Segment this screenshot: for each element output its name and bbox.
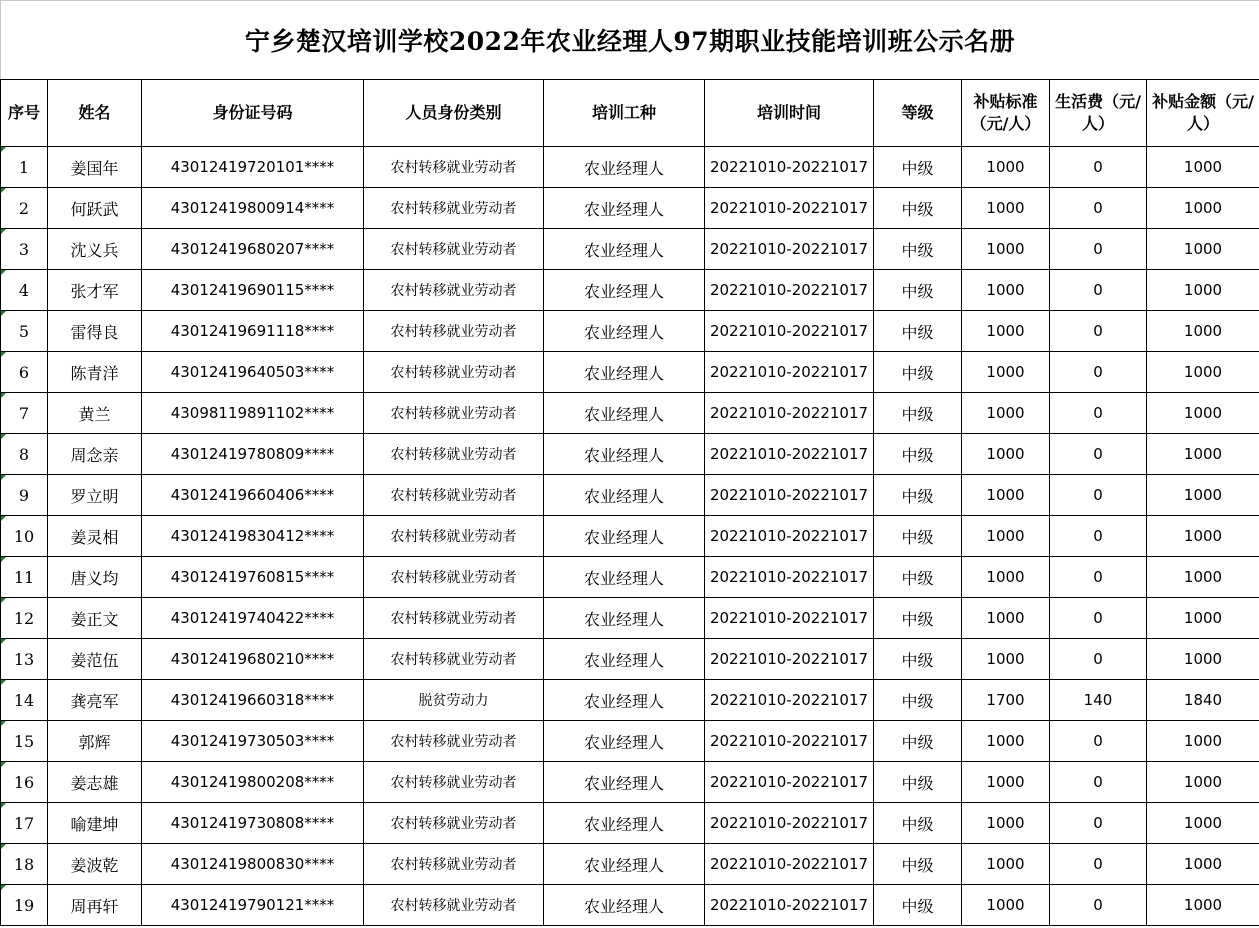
cell-level: 中级 (874, 680, 962, 721)
cell-subsidy-total: 1000 (1147, 393, 1259, 434)
table-row (1, 229, 1259, 270)
cell-idno: 43012419680207**** (142, 229, 364, 270)
cell-level: 中级 (874, 352, 962, 393)
cell-period: 20221010-20221017 (705, 270, 874, 311)
cell-category: 农村转移就业劳动者 (364, 393, 544, 434)
cell-subsidy-total: 1000 (1147, 598, 1259, 639)
cell-period: 20221010-20221017 (705, 762, 874, 803)
cell-living-allowance: 0 (1050, 311, 1147, 352)
cell-category: 农村转移就业劳动者 (364, 475, 544, 516)
cell-category: 农村转移就业劳动者 (364, 762, 544, 803)
cell-category: 农村转移就业劳动者 (364, 147, 544, 188)
cell-period: 20221010-20221017 (705, 844, 874, 885)
cell-name: 喻建坤 (48, 803, 142, 844)
cell-name: 姜灵相 (48, 516, 142, 557)
cell-level: 中级 (874, 229, 962, 270)
cell-living-allowance: 0 (1050, 557, 1147, 598)
cell-seq: 6 (1, 352, 48, 393)
cell-subsidy-total: 1000 (1147, 639, 1259, 680)
cell-trade: 农业经理人 (544, 803, 705, 844)
cell-seq: 17 (1, 803, 48, 844)
cell-name: 龚亮军 (48, 680, 142, 721)
cell-subsidy-total: 1000 (1147, 885, 1259, 926)
cell-trade: 农业经理人 (544, 229, 705, 270)
table-row (1, 147, 1259, 188)
cell-period: 20221010-20221017 (705, 680, 874, 721)
cell-period: 20221010-20221017 (705, 434, 874, 475)
cell-living-allowance: 0 (1050, 352, 1147, 393)
cell-seq: 9 (1, 475, 48, 516)
cell-level: 中级 (874, 885, 962, 926)
table-row (1, 721, 1259, 762)
cell-living-allowance: 0 (1050, 393, 1147, 434)
header-idno: 身份证号码 (142, 80, 364, 147)
header-subsidy-total: 补贴金额（元/人） (1147, 80, 1259, 147)
cell-subsidy-standard: 1000 (962, 475, 1050, 516)
cell-trade: 农业经理人 (544, 270, 705, 311)
cell-subsidy-standard: 1000 (962, 721, 1050, 762)
cell-period: 20221010-20221017 (705, 229, 874, 270)
cell-living-allowance: 0 (1050, 516, 1147, 557)
cell-idno: 43098119891102**** (142, 393, 364, 434)
cell-level: 中级 (874, 803, 962, 844)
cell-idno: 43012419780809**** (142, 434, 364, 475)
table-row (1, 516, 1259, 557)
cell-trade: 农业经理人 (544, 721, 705, 762)
header-level: 等级 (874, 80, 962, 147)
cell-period: 20221010-20221017 (705, 598, 874, 639)
page-title: 宁乡楚汉培训学校2022年农业经理人97期职业技能培训班公示名册 (0, 0, 1259, 79)
cell-period: 20221010-20221017 (705, 352, 874, 393)
cell-name: 何跃武 (48, 188, 142, 229)
cell-living-allowance: 0 (1050, 762, 1147, 803)
cell-period: 20221010-20221017 (705, 557, 874, 598)
table-row (1, 680, 1259, 721)
cell-subsidy-total: 1000 (1147, 803, 1259, 844)
cell-period: 20221010-20221017 (705, 885, 874, 926)
cell-idno: 43012419690115**** (142, 270, 364, 311)
cell-idno: 43012419790121**** (142, 885, 364, 926)
table-row (1, 188, 1259, 229)
cell-subsidy-standard: 1000 (962, 352, 1050, 393)
cell-seq: 1 (1, 147, 48, 188)
cell-category: 农村转移就业劳动者 (364, 598, 544, 639)
header-row (1, 80, 1259, 147)
cell-period: 20221010-20221017 (705, 803, 874, 844)
cell-subsidy-standard: 1700 (962, 680, 1050, 721)
cell-idno: 43012419760815**** (142, 557, 364, 598)
cell-trade: 农业经理人 (544, 762, 705, 803)
header-subsidy-standard: 补贴标准（元/人） (962, 80, 1050, 147)
table-row (1, 598, 1259, 639)
table-row (1, 475, 1259, 516)
header-seq: 序号 (1, 80, 48, 147)
cell-category: 农村转移就业劳动者 (364, 434, 544, 475)
cell-name: 罗立明 (48, 475, 142, 516)
cell-level: 中级 (874, 557, 962, 598)
cell-subsidy-total: 1000 (1147, 147, 1259, 188)
table-row (1, 762, 1259, 803)
cell-seq: 16 (1, 762, 48, 803)
cell-period: 20221010-20221017 (705, 639, 874, 680)
cell-subsidy-standard: 1000 (962, 516, 1050, 557)
cell-name: 姜波乾 (48, 844, 142, 885)
cell-living-allowance: 0 (1050, 598, 1147, 639)
cell-level: 中级 (874, 311, 962, 352)
cell-living-allowance: 0 (1050, 270, 1147, 311)
table-row (1, 844, 1259, 885)
cell-category: 农村转移就业劳动者 (364, 352, 544, 393)
cell-category: 农村转移就业劳动者 (364, 557, 544, 598)
cell-idno: 43012419720101**** (142, 147, 364, 188)
cell-living-allowance: 0 (1050, 639, 1147, 680)
cell-idno: 43012419660406**** (142, 475, 364, 516)
cell-level: 中级 (874, 147, 962, 188)
cell-category: 农村转移就业劳动者 (364, 803, 544, 844)
cell-name: 姜正文 (48, 598, 142, 639)
cell-category: 农村转移就业劳动者 (364, 844, 544, 885)
cell-name: 姜志雄 (48, 762, 142, 803)
cell-living-allowance: 0 (1050, 434, 1147, 475)
roster-table (0, 79, 1259, 926)
cell-idno: 43012419660318**** (142, 680, 364, 721)
cell-idno: 43012419830412**** (142, 516, 364, 557)
cell-trade: 农业经理人 (544, 147, 705, 188)
table-row (1, 557, 1259, 598)
cell-living-allowance: 0 (1050, 188, 1147, 229)
cell-seq: 19 (1, 885, 48, 926)
cell-trade: 农业经理人 (544, 311, 705, 352)
cell-level: 中级 (874, 721, 962, 762)
cell-living-allowance: 140 (1050, 680, 1147, 721)
cell-seq: 8 (1, 434, 48, 475)
cell-trade: 农业经理人 (544, 844, 705, 885)
cell-subsidy-standard: 1000 (962, 147, 1050, 188)
table-row (1, 393, 1259, 434)
cell-idno: 43012419800208**** (142, 762, 364, 803)
cell-subsidy-standard: 1000 (962, 598, 1050, 639)
cell-subsidy-total: 1000 (1147, 516, 1259, 557)
cell-living-allowance: 0 (1050, 803, 1147, 844)
cell-subsidy-standard: 1000 (962, 885, 1050, 926)
cell-name: 姜范伍 (48, 639, 142, 680)
cell-period: 20221010-20221017 (705, 721, 874, 762)
cell-subsidy-total: 1000 (1147, 434, 1259, 475)
cell-subsidy-total: 1000 (1147, 188, 1259, 229)
cell-category: 农村转移就业劳动者 (364, 311, 544, 352)
cell-name: 周再轩 (48, 885, 142, 926)
cell-subsidy-standard: 1000 (962, 844, 1050, 885)
cell-name: 姜国年 (48, 147, 142, 188)
cell-trade: 农业经理人 (544, 557, 705, 598)
cell-name: 陈青洋 (48, 352, 142, 393)
cell-trade: 农业经理人 (544, 475, 705, 516)
cell-level: 中级 (874, 188, 962, 229)
cell-trade: 农业经理人 (544, 434, 705, 475)
cell-idno: 43012419691118**** (142, 311, 364, 352)
table-row (1, 270, 1259, 311)
cell-idno: 43012419800914**** (142, 188, 364, 229)
cell-name: 郭辉 (48, 721, 142, 762)
cell-level: 中级 (874, 270, 962, 311)
cell-period: 20221010-20221017 (705, 516, 874, 557)
cell-category: 农村转移就业劳动者 (364, 270, 544, 311)
cell-category: 农村转移就业劳动者 (364, 721, 544, 762)
cell-seq: 12 (1, 598, 48, 639)
table-row (1, 434, 1259, 475)
cell-category: 农村转移就业劳动者 (364, 516, 544, 557)
cell-period: 20221010-20221017 (705, 393, 874, 434)
cell-subsidy-total: 1840 (1147, 680, 1259, 721)
cell-living-allowance: 0 (1050, 229, 1147, 270)
cell-name: 雷得良 (48, 311, 142, 352)
cell-subsidy-total: 1000 (1147, 352, 1259, 393)
cell-subsidy-standard: 1000 (962, 557, 1050, 598)
cell-living-allowance: 0 (1050, 885, 1147, 926)
cell-trade: 农业经理人 (544, 598, 705, 639)
cell-level: 中级 (874, 639, 962, 680)
cell-subsidy-standard: 1000 (962, 434, 1050, 475)
header-category: 人员身份类别 (364, 80, 544, 147)
cell-idno: 43012419730503**** (142, 721, 364, 762)
cell-level: 中级 (874, 475, 962, 516)
cell-trade: 农业经理人 (544, 516, 705, 557)
cell-period: 20221010-20221017 (705, 188, 874, 229)
cell-living-allowance: 0 (1050, 147, 1147, 188)
cell-trade: 农业经理人 (544, 188, 705, 229)
cell-living-allowance: 0 (1050, 844, 1147, 885)
cell-name: 黄兰 (48, 393, 142, 434)
cell-category: 脱贫劳动力 (364, 680, 544, 721)
table-row (1, 803, 1259, 844)
cell-seq: 14 (1, 680, 48, 721)
cell-subsidy-total: 1000 (1147, 762, 1259, 803)
cell-seq: 11 (1, 557, 48, 598)
cell-trade: 农业经理人 (544, 885, 705, 926)
cell-category: 农村转移就业劳动者 (364, 188, 544, 229)
cell-trade: 农业经理人 (544, 639, 705, 680)
cell-subsidy-total: 1000 (1147, 475, 1259, 516)
roster-body (1, 147, 1259, 926)
cell-idno: 43012419680210**** (142, 639, 364, 680)
cell-subsidy-standard: 1000 (962, 639, 1050, 680)
cell-living-allowance: 0 (1050, 721, 1147, 762)
header-period: 培训时间 (705, 80, 874, 147)
cell-level: 中级 (874, 844, 962, 885)
cell-idno: 43012419730808**** (142, 803, 364, 844)
cell-seq: 13 (1, 639, 48, 680)
cell-living-allowance: 0 (1050, 475, 1147, 516)
cell-seq: 5 (1, 311, 48, 352)
table-row (1, 639, 1259, 680)
cell-seq: 2 (1, 188, 48, 229)
cell-category: 农村转移就业劳动者 (364, 229, 544, 270)
cell-period: 20221010-20221017 (705, 475, 874, 516)
cell-subsidy-total: 1000 (1147, 229, 1259, 270)
cell-subsidy-total: 1000 (1147, 721, 1259, 762)
table-row (1, 311, 1259, 352)
cell-trade: 农业经理人 (544, 352, 705, 393)
cell-level: 中级 (874, 598, 962, 639)
cell-trade: 农业经理人 (544, 393, 705, 434)
cell-idno: 43012419640503**** (142, 352, 364, 393)
cell-seq: 4 (1, 270, 48, 311)
cell-category: 农村转移就业劳动者 (364, 885, 544, 926)
cell-subsidy-standard: 1000 (962, 803, 1050, 844)
cell-subsidy-total: 1000 (1147, 844, 1259, 885)
cell-subsidy-standard: 1000 (962, 229, 1050, 270)
cell-level: 中级 (874, 762, 962, 803)
cell-idno: 43012419740422**** (142, 598, 364, 639)
cell-subsidy-total: 1000 (1147, 270, 1259, 311)
header-name: 姓名 (48, 80, 142, 147)
cell-name: 张才军 (48, 270, 142, 311)
table-row (1, 885, 1259, 926)
cell-subsidy-standard: 1000 (962, 311, 1050, 352)
cell-seq: 18 (1, 844, 48, 885)
cell-idno: 43012419800830**** (142, 844, 364, 885)
table-row (1, 352, 1259, 393)
cell-subsidy-standard: 1000 (962, 270, 1050, 311)
cell-seq: 3 (1, 229, 48, 270)
cell-period: 20221010-20221017 (705, 311, 874, 352)
cell-seq: 15 (1, 721, 48, 762)
cell-level: 中级 (874, 434, 962, 475)
cell-seq: 10 (1, 516, 48, 557)
cell-subsidy-standard: 1000 (962, 188, 1050, 229)
header-trade: 培训工种 (544, 80, 705, 147)
cell-trade: 农业经理人 (544, 680, 705, 721)
cell-subsidy-standard: 1000 (962, 393, 1050, 434)
cell-name: 沈义兵 (48, 229, 142, 270)
cell-period: 20221010-20221017 (705, 147, 874, 188)
cell-subsidy-standard: 1000 (962, 762, 1050, 803)
cell-level: 中级 (874, 393, 962, 434)
cell-subsidy-total: 1000 (1147, 557, 1259, 598)
header-living-allowance: 生活费（元/人） (1050, 80, 1147, 147)
cell-name: 周念亲 (48, 434, 142, 475)
cell-seq: 7 (1, 393, 48, 434)
cell-level: 中级 (874, 516, 962, 557)
cell-category: 农村转移就业劳动者 (364, 639, 544, 680)
cell-subsidy-total: 1000 (1147, 311, 1259, 352)
cell-name: 唐义均 (48, 557, 142, 598)
